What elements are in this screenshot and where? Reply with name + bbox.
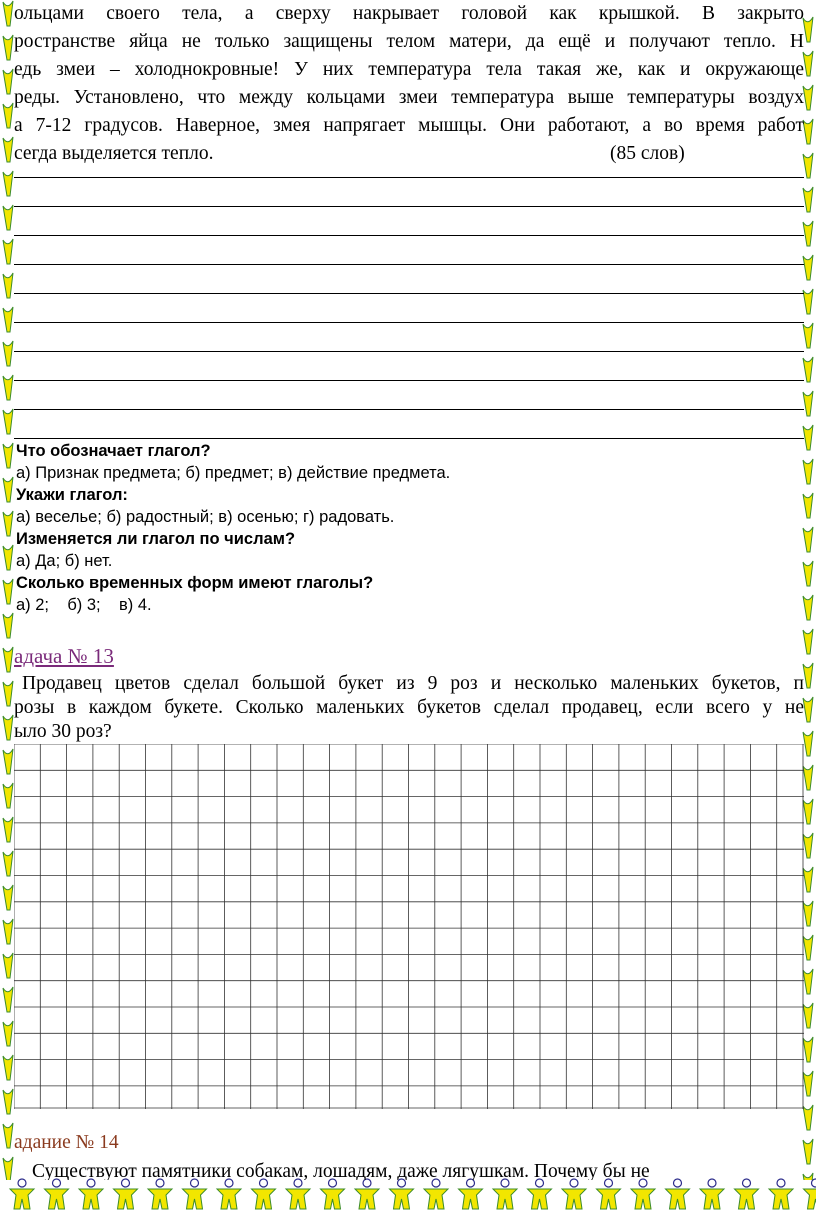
decorative-figure-icon: [562, 1179, 586, 1209]
decorative-figure-icon: [803, 1139, 813, 1164]
squared-answer-grid: [14, 744, 804, 1109]
decorative-figure-icon: [700, 1179, 724, 1209]
decorative-figure-icon: [803, 289, 813, 314]
decorative-figure-icon: [803, 799, 813, 824]
decorative-figure-icon: [803, 85, 813, 110]
quiz-answers-2: а) веселье; б) радостный; в) осенью; г) радовать.: [16, 508, 395, 526]
decorative-figure-icon: [3, 1021, 13, 1046]
decorative-figure-icon: [3, 477, 13, 502]
decorative-figure-icon: [3, 307, 13, 332]
decorative-figure-icon: [803, 1037, 813, 1062]
decorative-figure-icon: [3, 273, 13, 298]
decorative-figure-icon: [631, 1179, 655, 1209]
decorative-figure-icon: [3, 681, 13, 706]
decorative-figure-icon: [252, 1179, 276, 1209]
decorative-figure-icon: [3, 375, 13, 400]
decorative-figure-icon: [3, 1123, 13, 1148]
decorative-figure-icon: [355, 1179, 379, 1209]
decorative-figure-icon: [459, 1179, 483, 1209]
decorative-figure-icon: [3, 885, 13, 910]
decorative-figure-icon: [3, 579, 13, 604]
decorative-figure-icon: [803, 221, 813, 246]
decorative-figure-icon: [803, 1105, 813, 1130]
decorative-figure-icon: [803, 935, 813, 960]
quiz-answers-4: а) 2; б) 3; в) 4.: [16, 596, 152, 614]
writing-line: [14, 177, 804, 178]
task-13-line-1: Продавец цветов сделал большой букет из 9 роз и несколько маленьких букетов, п: [22, 673, 804, 694]
decorative-figure-icon: [183, 1179, 207, 1209]
decorative-bottom-border: [0, 1177, 816, 1211]
passage-line-1: ольцами своего тела, а сверху накрывает головой как крышкой. В закрыто: [14, 3, 804, 24]
decorative-figure-icon: [803, 1071, 813, 1096]
writing-line: [14, 438, 804, 439]
decorative-figure-icon: [803, 561, 813, 586]
decorative-figure-icon: [803, 697, 813, 722]
decorative-figure-icon: [3, 613, 13, 638]
decorative-figure-icon: [45, 1179, 69, 1209]
decorative-figure-icon: [735, 1179, 759, 1209]
decorative-figure-icon: [803, 17, 813, 42]
writing-line: [14, 351, 804, 352]
decorative-figure-icon: [803, 663, 813, 688]
decorative-figure-icon: [803, 901, 813, 926]
decorative-figure-icon: [803, 867, 813, 892]
decorative-figure-icon: [3, 1055, 13, 1080]
quiz-question-4: Сколько временных форм имеют глаголы?: [16, 574, 374, 592]
decorative-figure-icon: [3, 647, 13, 672]
decorative-figure-icon: [3, 953, 13, 978]
decorative-figure-icon: [803, 493, 813, 518]
decorative-figure-icon: [114, 1179, 138, 1209]
decorative-figure-icon: [803, 323, 813, 348]
writing-line: [14, 264, 804, 265]
decorative-figure-icon: [803, 187, 813, 212]
decorative-figure-icon: [804, 1179, 816, 1209]
decorative-figure-icon: [803, 765, 813, 790]
decorative-figure-icon: [3, 35, 13, 60]
decorative-figure-icon: [3, 919, 13, 944]
passage-line-6: [14, 140, 804, 168]
task-13-line-3: ыло 30 роз?: [14, 721, 112, 742]
writing-line: [14, 235, 804, 236]
decorative-figure-icon: [803, 731, 813, 756]
quiz-question-2: Укажи глагол:: [16, 486, 128, 504]
decorative-figure-icon: [3, 511, 13, 536]
quiz-question-3: Изменяется ли глагол по числам?: [16, 530, 296, 548]
decorative-figure-icon: [3, 817, 13, 842]
word-count: (85 слов): [610, 143, 685, 164]
decorative-figure-icon: [803, 51, 813, 76]
decorative-figure-icon: [803, 459, 813, 484]
decorative-figure-icon: [803, 595, 813, 620]
writing-line: [14, 409, 804, 410]
decorative-figure-icon: [493, 1179, 517, 1209]
passage-line-3: едь змеи – холоднокровные! У них температура тела такая же, как и окружающе: [14, 59, 804, 80]
decorative-figure-icon: [321, 1179, 345, 1209]
decorative-figure-icon: [3, 103, 13, 128]
decorative-figure-icon: [3, 1, 13, 26]
task-13-title: адача № 13: [14, 644, 114, 668]
decorative-figure-icon: [3, 783, 13, 808]
decorative-figure-icon: [390, 1179, 414, 1209]
decorative-figure-icon: [803, 153, 813, 178]
decorative-figure-icon: [3, 715, 13, 740]
decorative-figure-icon: [148, 1179, 172, 1209]
decorative-figure-icon: [3, 341, 13, 366]
writing-line: [14, 380, 804, 381]
decorative-figure-icon: [769, 1179, 793, 1209]
decorative-figure-icon: [3, 205, 13, 230]
writing-line: [14, 293, 804, 294]
decorative-figure-icon: [597, 1179, 621, 1209]
passage-line-6-text: сегда выделяется тепло.: [14, 143, 214, 164]
decorative-figure-icon: [217, 1179, 241, 1209]
task-13-line-2: розы в каждом букете. Сколько маленьких букетов сделал продавец, если всего у не: [14, 697, 804, 718]
quiz-answers-1: а) Признак предмета; б) предмет; в) действие предмета.: [16, 464, 451, 482]
decorative-figure-icon: [803, 629, 813, 654]
quiz-answers-3: а) Да; б) нет.: [16, 552, 113, 570]
writing-line: [14, 322, 804, 323]
decorative-figure-icon: [3, 137, 13, 162]
decorative-figure-icon: [803, 119, 813, 144]
decorative-figure-icon: [803, 255, 813, 280]
decorative-figure-icon: [803, 425, 813, 450]
writing-line: [14, 206, 804, 207]
decorative-figure-icon: [3, 409, 13, 434]
decorative-figure-icon: [3, 69, 13, 94]
task-14-title: адание № 14: [14, 1132, 119, 1153]
decorative-figure-icon: [286, 1179, 310, 1209]
decorative-figure-icon: [803, 1003, 813, 1028]
decorative-figure-icon: [803, 391, 813, 416]
decorative-figure-icon: [79, 1179, 103, 1209]
decorative-figure-icon: [3, 545, 13, 570]
decorative-figure-icon: [803, 969, 813, 994]
decorative-figure-icon: [424, 1179, 448, 1209]
decorative-figure-icon: [3, 171, 13, 196]
decorative-figure-icon: [803, 357, 813, 382]
decorative-figure-icon: [528, 1179, 552, 1209]
quiz-question-1: Что обозначает глагол?: [16, 442, 211, 460]
decorative-figure-icon: [3, 443, 13, 468]
passage-line-5: а 7-12 градусов. Наверное, змея напрягает мышцы. Они работают, а во время работ: [14, 115, 804, 136]
passage-line-2: ространстве яйца не только защищены телом матери, да ещё и получают тепло. Н: [14, 31, 804, 52]
decorative-figure-icon: [10, 1179, 34, 1209]
decorative-figure-icon: [803, 833, 813, 858]
decorative-figure-icon: [666, 1179, 690, 1209]
decorative-figure-icon: [3, 239, 13, 264]
decorative-figure-icon: [3, 749, 13, 774]
decorative-figure-icon: [3, 987, 13, 1012]
decorative-figure-icon: [803, 527, 813, 552]
task-14-line-1: Существуют памятники собакам, лошадям, даже лягушкам. Почему бы не: [32, 1161, 650, 1180]
decorative-figure-icon: [3, 851, 13, 876]
decorative-figure-icon: [3, 1089, 13, 1114]
passage-line-4: реды. Установлено, что между кольцами змеи температура выше температуры воздух: [14, 87, 804, 108]
